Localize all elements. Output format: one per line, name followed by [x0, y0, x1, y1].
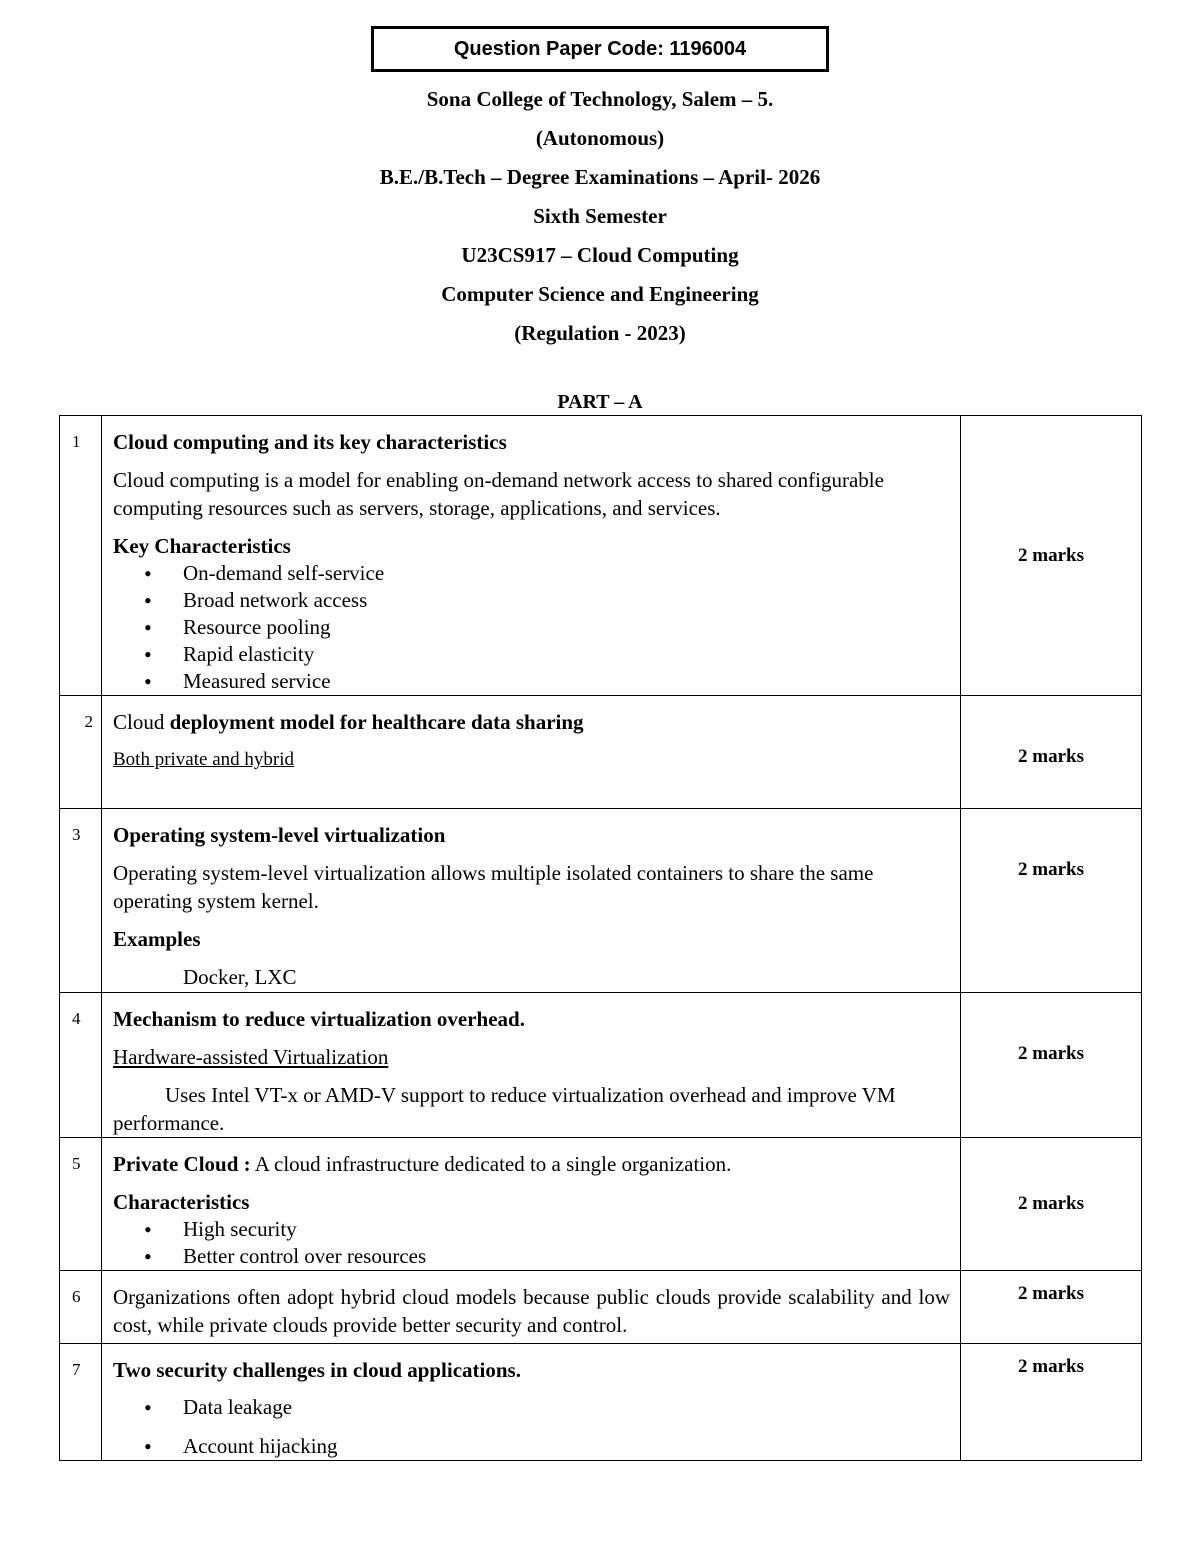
marks-cell: 2 marks [961, 1344, 1142, 1461]
bullet-list [113, 1216, 950, 1270]
college-name: Sona College of Technology, Salem – 5. [426, 87, 774, 111]
table-row [60, 1271, 1142, 1344]
table-row [60, 993, 1142, 1138]
list-item: • Rapid elasticity [183, 641, 950, 668]
table-row [60, 1344, 1142, 1461]
question-number: 7 [60, 1344, 102, 1461]
list-item: • Measured service [183, 668, 950, 695]
answer-text: Both private and hybrid [113, 749, 294, 770]
table-row [60, 1138, 1142, 1271]
sub-heading: Characteristics [113, 1190, 250, 1214]
list-item: • High security [183, 1216, 950, 1243]
department-label: Computer Science and Engineering [441, 282, 759, 306]
exam-title: B.E./B.Tech – Degree Examinations – April- 2026 [379, 165, 821, 189]
list-item: • On-demand self-service [183, 560, 950, 587]
sub-heading: Examples [113, 927, 201, 951]
title-main: Private Cloud : [113, 1152, 251, 1176]
title-prefix: Cloud [113, 710, 170, 734]
question-number: 2 [60, 696, 102, 809]
answer-content [102, 993, 961, 1138]
examples-text: Docker, LXC [183, 965, 297, 989]
question-title [113, 1150, 950, 1178]
bullet-list [113, 1394, 950, 1460]
marks-cell: 2 marks [961, 993, 1142, 1138]
question-paper-code: Question Paper Code: 1196004 [371, 26, 829, 72]
marks-cell: 2 marks [961, 809, 1142, 993]
part-title: PART – A [557, 391, 643, 413]
list-item: • Account hijacking [183, 1433, 950, 1460]
exam-header [0, 84, 1200, 357]
title-rest: A cloud infrastructure dedicated to a single organization. [250, 1152, 732, 1176]
question-title: Cloud computing and its key characteristics [113, 430, 507, 454]
question-number: 6 [60, 1271, 102, 1344]
sub-heading: Key Characteristics [113, 534, 291, 558]
question-title: Operating system-level virtualization [113, 823, 446, 847]
list-item: • Broad network access [183, 587, 950, 614]
table-row [60, 416, 1142, 696]
semester-label: Sixth Semester [533, 204, 667, 228]
autonomous-label: (Autonomous) [535, 126, 665, 150]
question-number: 4 [60, 993, 102, 1138]
regulation-label: (Regulation - 2023) [514, 321, 686, 345]
list-item: • Data leakage [183, 1394, 950, 1421]
marks-cell: 2 marks [961, 1138, 1142, 1271]
marks-cell: 2 marks [961, 416, 1142, 696]
course-title: U23CS917 – Cloud Computing [461, 243, 739, 267]
answer-text: Organizations often adopt hybrid cloud models because public clouds provide scalability and low cost, while private clouds provide better security and control. [113, 1285, 950, 1337]
answer-content [102, 1344, 961, 1461]
table-row [60, 809, 1142, 993]
list-item: • Better control over resources [183, 1243, 950, 1270]
list-item: • Resource pooling [183, 614, 950, 641]
question-title [113, 708, 950, 736]
answer-table [59, 415, 1142, 1461]
question-title: Mechanism to reduce virtualization overhead. [113, 1007, 525, 1031]
answer-content [102, 809, 961, 993]
answer-text: Operating system-level virtualization allows multiple isolated containers to share the same operating system kernel. [113, 861, 874, 913]
question-title: Two security challenges in cloud applications. [113, 1358, 521, 1382]
marks-cell: 2 marks [961, 696, 1142, 809]
answer-text: Cloud computing is a model for enabling on-demand network access to shared configurable computing resources such as servers, storage, applications, and services. [113, 468, 884, 520]
answer-content [102, 416, 961, 696]
answer-text: Uses Intel VT-x or AMD-V support to reduce virtualization overhead and improve VM performance. [113, 1083, 896, 1135]
question-number: 5 [60, 1138, 102, 1271]
question-number: 3 [60, 809, 102, 993]
bullet-list [113, 560, 950, 695]
sub-heading: Hardware-assisted Virtualization [113, 1045, 389, 1069]
title-main: deployment model for healthcare data sharing [169, 710, 584, 734]
marks-cell: 2 marks [961, 1271, 1142, 1344]
answer-content [102, 696, 961, 809]
answer-content [102, 1138, 961, 1271]
answer-content [102, 1271, 961, 1344]
question-number: 1 [60, 416, 102, 696]
table-row [60, 696, 1142, 809]
